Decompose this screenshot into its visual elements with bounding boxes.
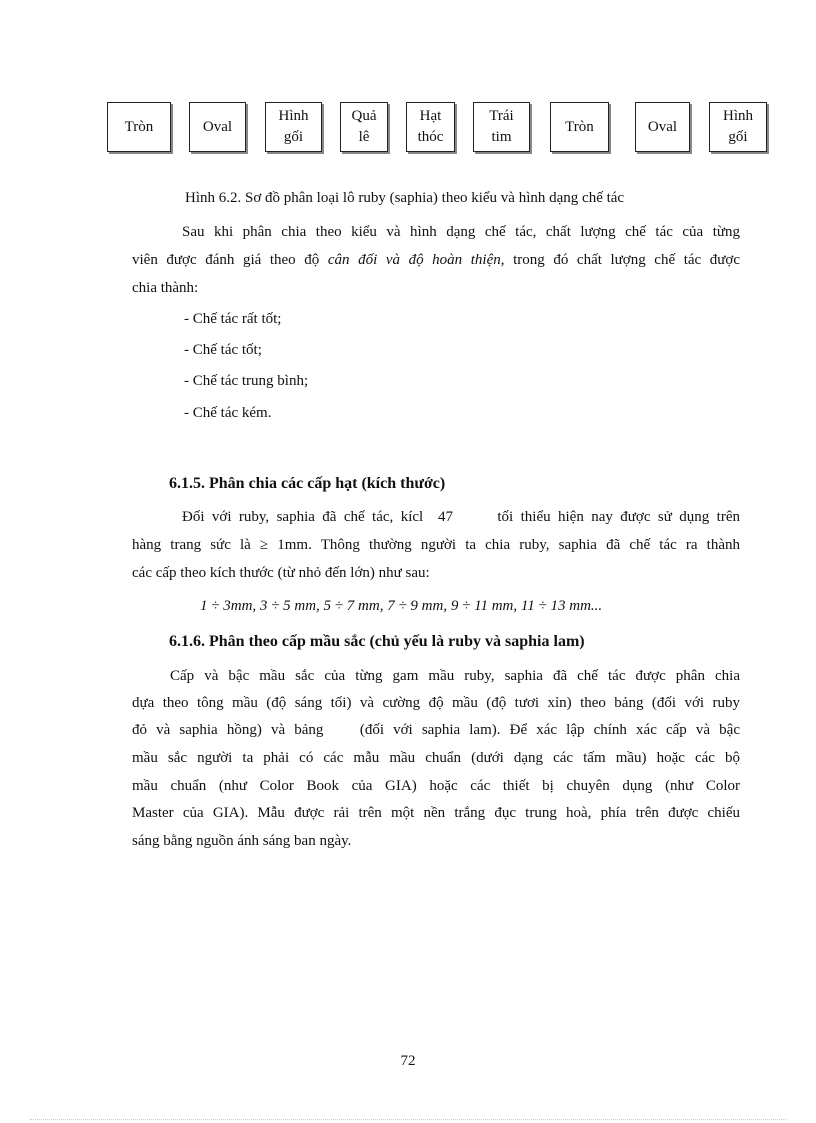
shape-box-oval: Oval xyxy=(189,102,246,152)
section616-line: mầu chuẩn (như Color Book của GIA) hoặc các thiết bị chuyên dụng (như Color xyxy=(132,778,740,794)
section616-line: dựa theo tông mầu (độ sáng tối) và cường độ mầu (độ tươi xỉn) theo bảng (đối với ruby xyxy=(132,695,740,711)
section616-line: Cấp và bậc mầu sắc của từng gam mầu ruby, saphia đã chế tác được phân chia xyxy=(170,668,740,684)
section-heading-6-1-5: 6.1.5. Phân chia các cấp hạt (kích thước) xyxy=(169,475,446,492)
shape-box-cushion-2: Hình gối xyxy=(709,102,767,152)
section616-line: đỏ và saphia hồng) và bảng (đối với saphia lam). Để xác lập chính xác cấp và bậc xyxy=(132,722,740,738)
section615-line1: Đối với ruby, saphia đã chế tác, kícl 47 tối thiểu hiện nay được sử dụng trên xyxy=(182,509,740,525)
shape-box-cushion: Hình gối xyxy=(265,102,322,152)
shape-box-pear: Quả lê xyxy=(340,102,388,152)
para1-line2 xyxy=(132,250,740,270)
list-item: - Chế tác trung bình; xyxy=(184,373,309,389)
shape-box-heart: Trái tim xyxy=(473,102,530,152)
shape-box-round-2: Tròn xyxy=(550,102,609,152)
para1-line3: chia thành: xyxy=(132,280,199,296)
section-heading-6-1-6: 6.1.6. Phân theo cấp mầu sắc (chủ yếu là ruby và saphia lam) xyxy=(169,633,585,650)
shape-box-round: Tròn xyxy=(107,102,171,152)
section615-line2: hàng trang sức là ≥ 1mm. Thông thường người ta chia ruby, saphia đã chế tác ra thành xyxy=(132,537,740,553)
size-grades-formula: 1 ÷ 3mm, 3 ÷ 5 mm, 5 ÷ 7 mm, 7 ÷ 9 mm, 9 ÷ 11 mm, 11 ÷ 13 mm... xyxy=(200,598,603,614)
section616-line: sáng bằng nguồn ánh sáng ban ngày. xyxy=(132,833,352,849)
figure-caption: Hình 6.2. Sơ đồ phân loại lô ruby (saphia) theo kiểu và hình dạng chế tác xyxy=(185,190,625,206)
shape-box-marquise: Hạt thóc xyxy=(406,102,455,152)
list-item: - Chế tác kém. xyxy=(184,405,272,421)
page-bottom-rule xyxy=(30,1119,786,1120)
section616-line: mầu sắc người ta phải có các mẫu mầu chuẩn (dưới dạng các tấm mầu) hoặc các bộ xyxy=(132,750,740,766)
section616-line: Master của GIA). Mẫu được rải trên một nền trắng đục trung hoà, phía trên được chiếu xyxy=(132,805,740,821)
para1-line2-after: , trong đó chất lượng chế tác được xyxy=(500,252,740,268)
para1-line2-before: viên được đánh giá theo độ xyxy=(132,252,328,268)
para1-line2-italic: cân đối và độ hoàn thiện xyxy=(327,252,501,268)
para1-line1: Sau khi phân chia theo kiểu và hình dạng chế tác, chất lượng chế tác của từng xyxy=(182,224,740,240)
list-item: - Chế tác rất tốt; xyxy=(184,311,282,327)
section615-line3: các cấp theo kích thước (từ nhỏ đến lớn) như sau: xyxy=(132,565,430,581)
shape-box-oval-2: Oval xyxy=(635,102,690,152)
list-item: - Chế tác tốt; xyxy=(184,342,262,358)
page-number: 72 xyxy=(400,1053,416,1069)
